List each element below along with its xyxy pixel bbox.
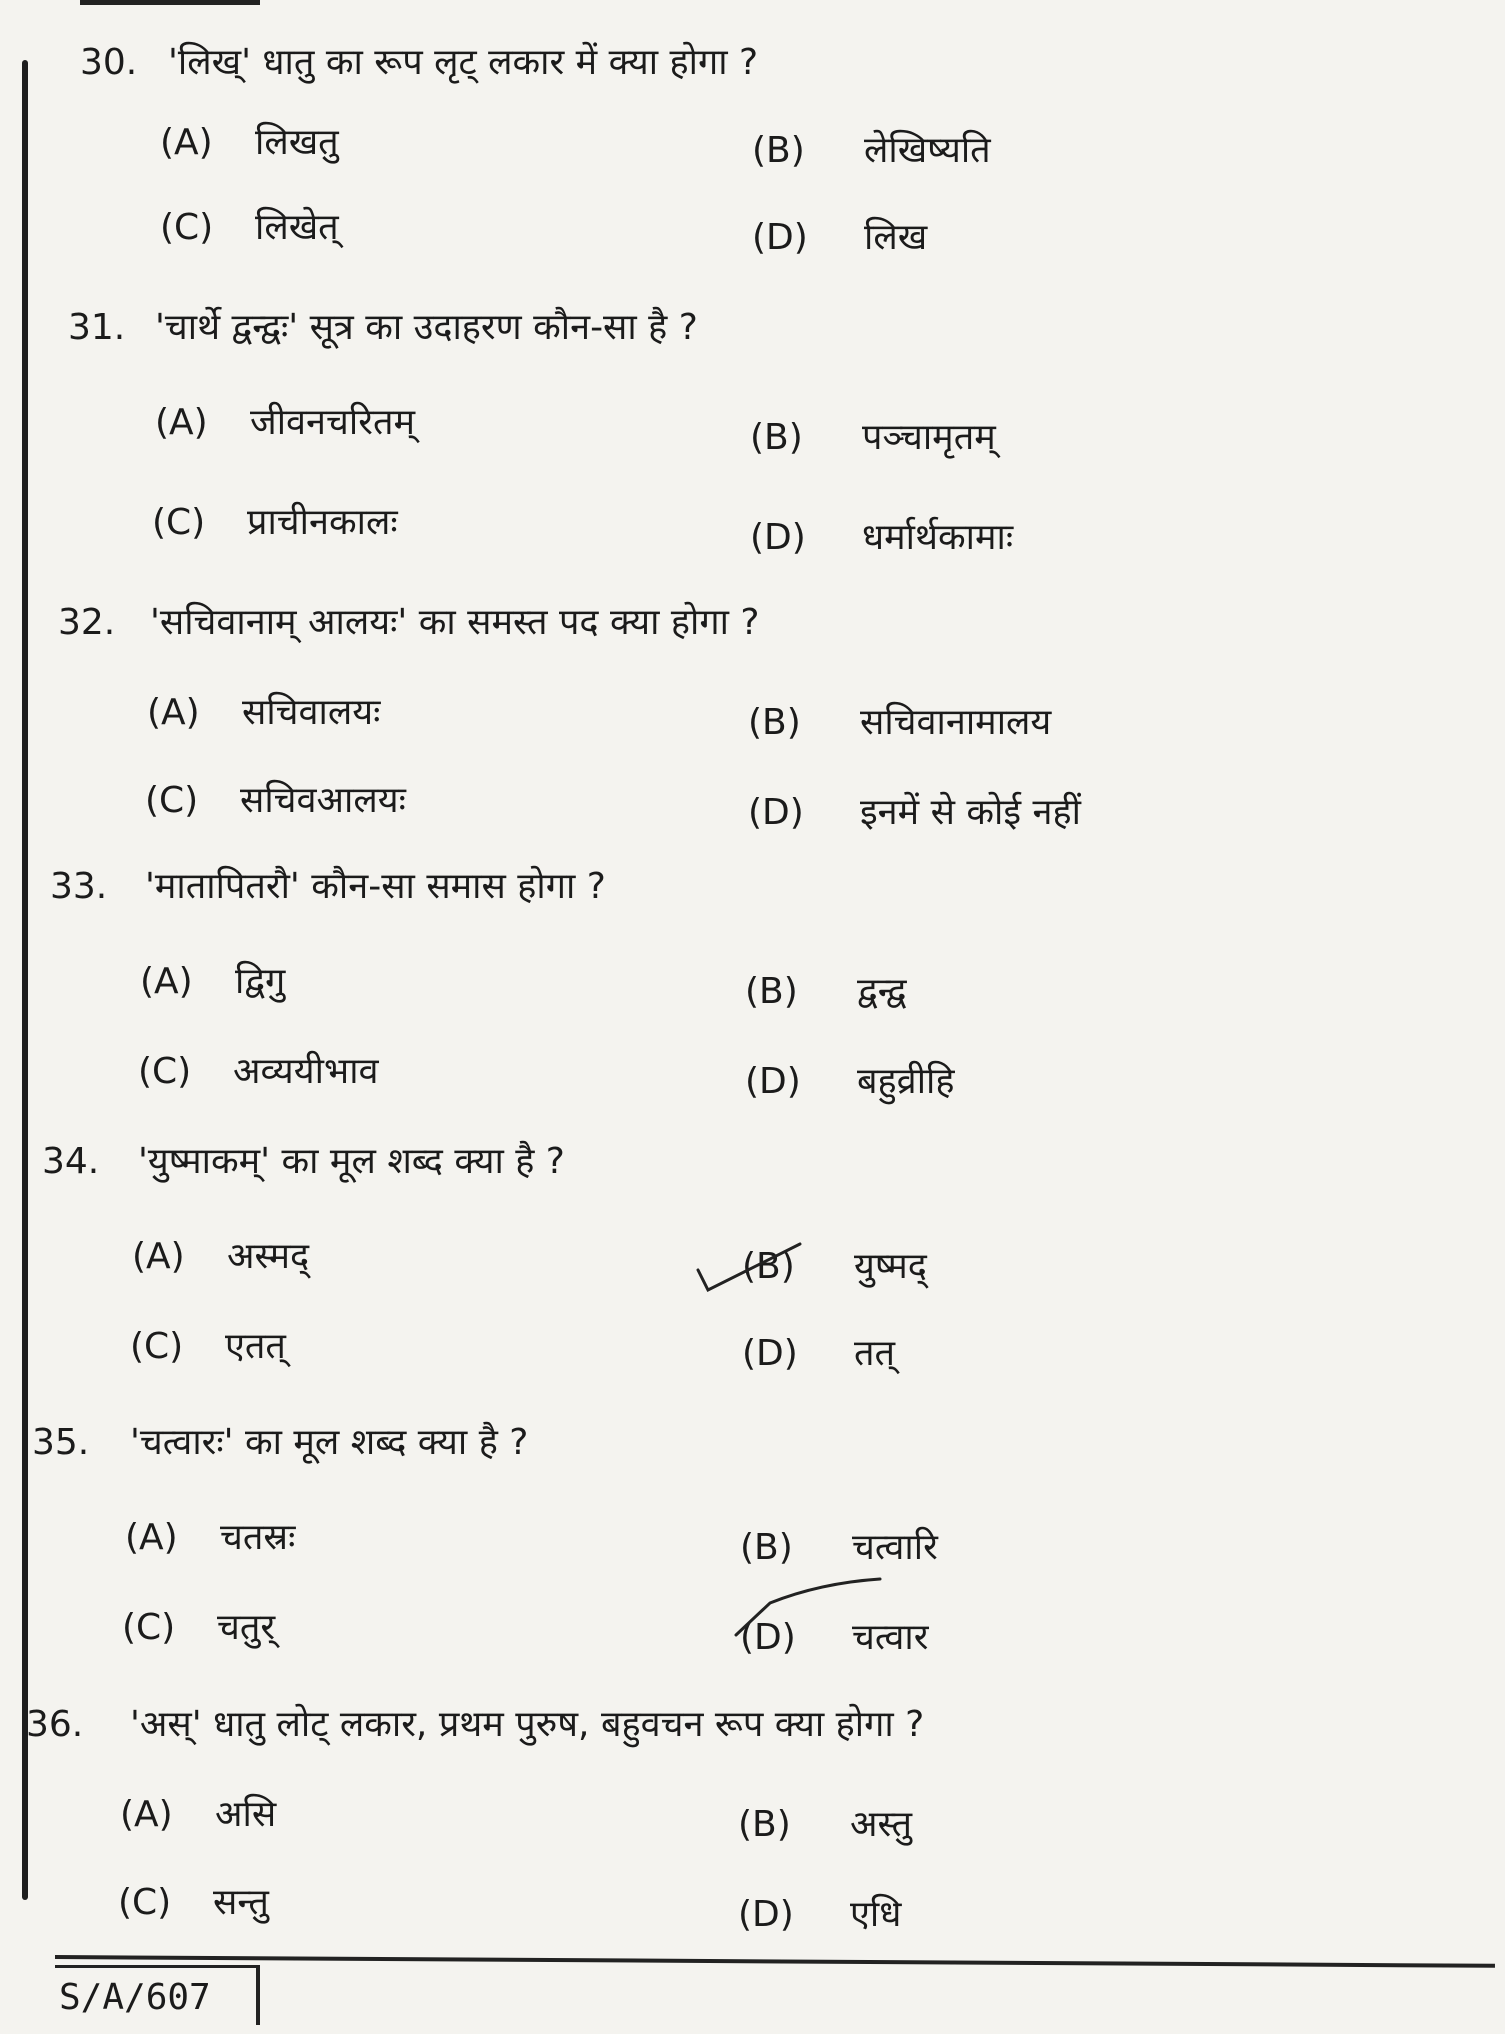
question-number: 36. <box>26 1704 84 1745</box>
option-text: जीवनचरितम् <box>250 402 415 443</box>
option-text: सचिवआलयः <box>240 780 406 821</box>
top-edge-bar <box>80 0 260 5</box>
question-text: 'लिख्' धातु का रूप लृट् लकार में क्या होगा ? <box>168 42 759 83</box>
option-text: अव्ययीभाव <box>233 1051 379 1092</box>
option-text: अस्मद् <box>227 1236 310 1277</box>
option-d[interactable] <box>742 1329 895 1379</box>
option-letter: (C) <box>145 780 199 821</box>
option-text: असि <box>215 1794 277 1835</box>
question-text: 'चार्थे द्वन्द्वः' सूत्र का उदाहरण कौन-सा है ? <box>155 307 698 348</box>
option-d[interactable] <box>738 1890 901 1940</box>
option-text: सचिवालयः <box>242 692 381 733</box>
option-c[interactable] <box>152 498 398 548</box>
option-letter: (D) <box>748 792 804 833</box>
option-c[interactable] <box>160 203 339 253</box>
option-text: तत् <box>854 1333 896 1374</box>
question-text: 'चत्वारः' का मूल शब्द क्या है ? <box>130 1422 529 1463</box>
question-number: 32. <box>58 602 116 643</box>
option-b[interactable] <box>752 126 991 176</box>
option-letter: (B) <box>745 971 798 1012</box>
option-text: धर्मार्थकामाः <box>862 517 1014 558</box>
option-a[interactable] <box>140 957 285 1007</box>
option-letter: (B) <box>738 1804 791 1845</box>
option-a[interactable] <box>147 688 380 738</box>
option-text: द्वन्द्व <box>857 971 907 1012</box>
option-a[interactable] <box>125 1513 295 1563</box>
option-text: अस्तु <box>850 1804 913 1845</box>
option-letter: (C) <box>152 502 206 543</box>
option-d[interactable] <box>752 213 927 263</box>
option-text: बहुव्रीहि <box>857 1061 955 1102</box>
option-letter: (A) <box>120 1794 173 1835</box>
option-text: पञ्चामृतम् <box>862 417 996 458</box>
option-b[interactable] <box>748 698 1051 748</box>
option-letter: (A) <box>140 961 193 1002</box>
question-32 <box>0 598 1505 868</box>
option-letter: (C) <box>122 1607 176 1648</box>
option-text: लेखिष्यति <box>864 130 991 171</box>
option-letter: (B) <box>748 702 801 743</box>
option-b[interactable] <box>745 967 906 1017</box>
option-text: द्विगु <box>235 961 286 1002</box>
option-letter: (D) <box>738 1894 794 1935</box>
question-31 <box>0 303 1505 573</box>
option-c[interactable] <box>118 1878 269 1928</box>
option-letter: (D) <box>745 1061 801 1102</box>
question-35 <box>0 1418 1505 1688</box>
option-letter: (B) <box>750 417 803 458</box>
option-letter: (C) <box>118 1882 172 1923</box>
question-text: 'मातापितरौ' कौन-सा समास होगा ? <box>145 866 606 907</box>
option-c[interactable] <box>122 1603 275 1653</box>
option-letter: (A) <box>160 122 213 163</box>
option-text: लिख <box>864 217 928 258</box>
option-letter: (D) <box>752 217 808 258</box>
option-letter: (C) <box>160 207 214 248</box>
option-text: चत्वार <box>852 1617 929 1658</box>
option-letter: (B) <box>740 1527 793 1568</box>
option-text: इनमें से कोई नहीं <box>860 792 1081 833</box>
option-letter: (C) <box>130 1326 184 1367</box>
option-letter: (D) <box>750 517 806 558</box>
option-letter: (A) <box>147 692 200 733</box>
option-letter: (C) <box>138 1051 192 1092</box>
option-a[interactable] <box>132 1232 309 1282</box>
checkmark-icon <box>730 1575 890 1645</box>
option-c[interactable] <box>130 1322 286 1372</box>
option-letter: (B) <box>752 130 805 171</box>
option-text: एधि <box>850 1894 902 1935</box>
question-number: 31. <box>68 307 126 348</box>
option-b[interactable] <box>750 413 996 463</box>
option-text: चतुर् <box>217 1607 276 1648</box>
option-letter: (D) <box>740 1617 796 1658</box>
question-30 <box>0 38 1505 308</box>
option-text: सचिवानामालय <box>860 702 1052 743</box>
question-text: 'सचिवानाम् आलयः' का समस्त पद क्या होगा ? <box>150 602 760 643</box>
option-text: लिखेत् <box>255 207 339 248</box>
option-letter: (B) <box>742 1246 795 1287</box>
option-a[interactable] <box>155 398 415 448</box>
option-a[interactable] <box>160 118 339 168</box>
footer-code: S/A/607 <box>55 1965 260 2025</box>
option-text: प्राचीनकालः <box>247 502 398 543</box>
question-number: 30. <box>80 42 138 83</box>
checkmark-icon <box>690 1240 810 1300</box>
option-text: एतत् <box>225 1326 286 1367</box>
option-text: सन्तु <box>213 1882 269 1923</box>
option-text: चतस्रः <box>220 1517 296 1558</box>
option-d[interactable] <box>750 513 1013 563</box>
question-text: 'अस्' धातु लोट् लकार, प्रथम पुरुष, बहुवचन रूप क्या होगा ? <box>130 1704 925 1745</box>
option-text: चत्वारि <box>852 1527 938 1568</box>
option-b[interactable] <box>740 1523 938 1573</box>
question-number: 35. <box>32 1422 90 1463</box>
question-number: 33. <box>50 866 108 907</box>
option-d[interactable] <box>748 788 1081 838</box>
question-36 <box>0 1700 1505 1970</box>
question-33 <box>0 862 1505 1132</box>
option-text: युष्मद् <box>854 1246 927 1287</box>
option-c[interactable] <box>145 776 406 826</box>
option-text: लिखतु <box>255 122 339 163</box>
question-number: 34. <box>42 1141 100 1182</box>
option-b[interactable] <box>738 1800 912 1850</box>
option-letter: (A) <box>132 1236 185 1277</box>
option-d[interactable] <box>745 1057 954 1107</box>
option-a[interactable] <box>120 1790 276 1840</box>
option-letter: (A) <box>155 402 208 443</box>
option-letter: (A) <box>125 1517 178 1558</box>
option-letter: (D) <box>742 1333 798 1374</box>
option-c[interactable] <box>138 1047 379 1097</box>
question-text: 'युष्माकम्' का मूल शब्द क्या है ? <box>138 1141 565 1182</box>
